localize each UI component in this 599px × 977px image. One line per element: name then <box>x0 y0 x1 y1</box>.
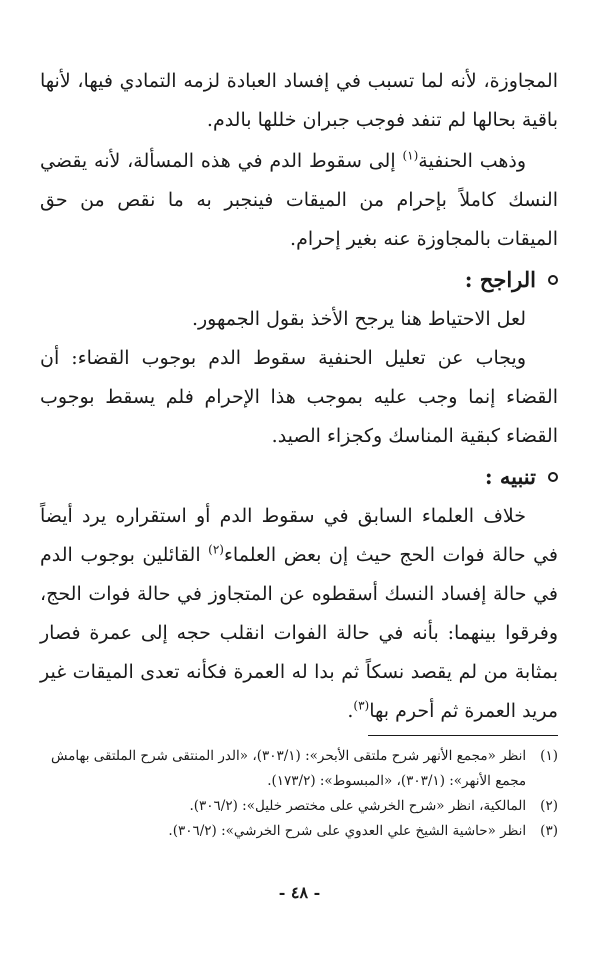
paragraph-4: ويجاب عن تعليل الحنفية سقوط الدم بوجوب القضاء: أن القضاء إنما وجب عليه بموجب هذا الإحرام فلم يسقط بوجوب القضاء كبقية المناسك وكجزاء الصيد. <box>40 347 558 447</box>
section-heading-rajih-text: الراجح : <box>464 267 536 292</box>
circle-bullet-icon <box>548 275 558 285</box>
footnote-number: (١) <box>540 748 558 764</box>
footnotes <box>40 735 558 844</box>
paragraph-2-text-b: إلى سقوط الدم في هذه المسألة، لأنه يقضي النسك كاملاً بإحرام من الميقات فينجبر به ما نقص من حق الميقات بالمجاوزة عنه بغير إحرام. <box>40 150 558 250</box>
footnote-number: (٣) <box>540 823 558 839</box>
footnote-ref-3: (٣) <box>353 698 370 713</box>
footnote-1 <box>40 744 558 794</box>
section-heading-rajih <box>40 260 558 300</box>
footnote-divider <box>368 735 558 736</box>
section-heading-tanbih <box>40 457 558 497</box>
section-heading-tanbih-text: تنبيه : <box>484 464 536 489</box>
footnote-text: انظر «مجمع الأنهر شرح ملتقى الأبحر»: (٣٠٣/١)، «الدر المنتقى شرح الملتقى بهامش مجمع الأنهر»: (٣٠٣/١)، «المبسوط»: (١٧٣/٢). <box>50 748 527 789</box>
footnote-ref-2: (٢) <box>208 542 224 557</box>
footnote-2 <box>40 794 558 819</box>
footnote-number: (٢) <box>540 798 558 814</box>
footnote-ref-1: (١) <box>402 148 419 163</box>
page-number: - ٤٨ - <box>278 883 321 902</box>
paragraph-2 <box>40 142 558 259</box>
page-body <box>40 62 558 731</box>
paragraph-5 <box>40 497 558 731</box>
paragraph-1: المجاوزة، لأنه لما تسبب في إفساد العبادة لزمه التمادي فيها، لأنها باقية بحالها لم تنفد فوجب جبران خللها بالدم. <box>40 70 558 131</box>
paragraph-2-text-a: وذهب الحنفية <box>418 150 527 172</box>
paragraph-5-text-b: القائلين بوجوب الدم في حالة إفساد النسك أسقطوه عن المتجاوز في حالة فوات الحج، وفرقوا بينهما: بأنه في حالة الفوات انقلب حجه إلى عمرة فصار بمثابة من لم يقصد نسكاً ثم بدا له العمرة فكأنه تعدى الميقات غير مريد العمرة ثم أحرم بها <box>40 544 558 722</box>
footnote-text: انظر «حاشية الشيخ علي العدوي على شرح الخرشي»: (٣٠٦/٢). <box>168 823 527 839</box>
footnote-3 <box>40 819 558 844</box>
paragraph-3: لعل الاحتياط هنا يرجح الأخذ بقول الجمهور. <box>191 308 526 330</box>
paragraph-5-text-a: خلاف العلماء السابق في سقوط الدم أو استقراره يرد أيضاً في حالة فوات الحج حيث إن بعض العلماء <box>40 505 559 566</box>
footnote-text: المالكية، انظر «شرح الخرشي على مختصر خليل»: (٣٠٦/٢). <box>189 798 527 814</box>
paragraph-5-text-c: . <box>347 700 354 722</box>
circle-bullet-icon <box>548 472 558 482</box>
